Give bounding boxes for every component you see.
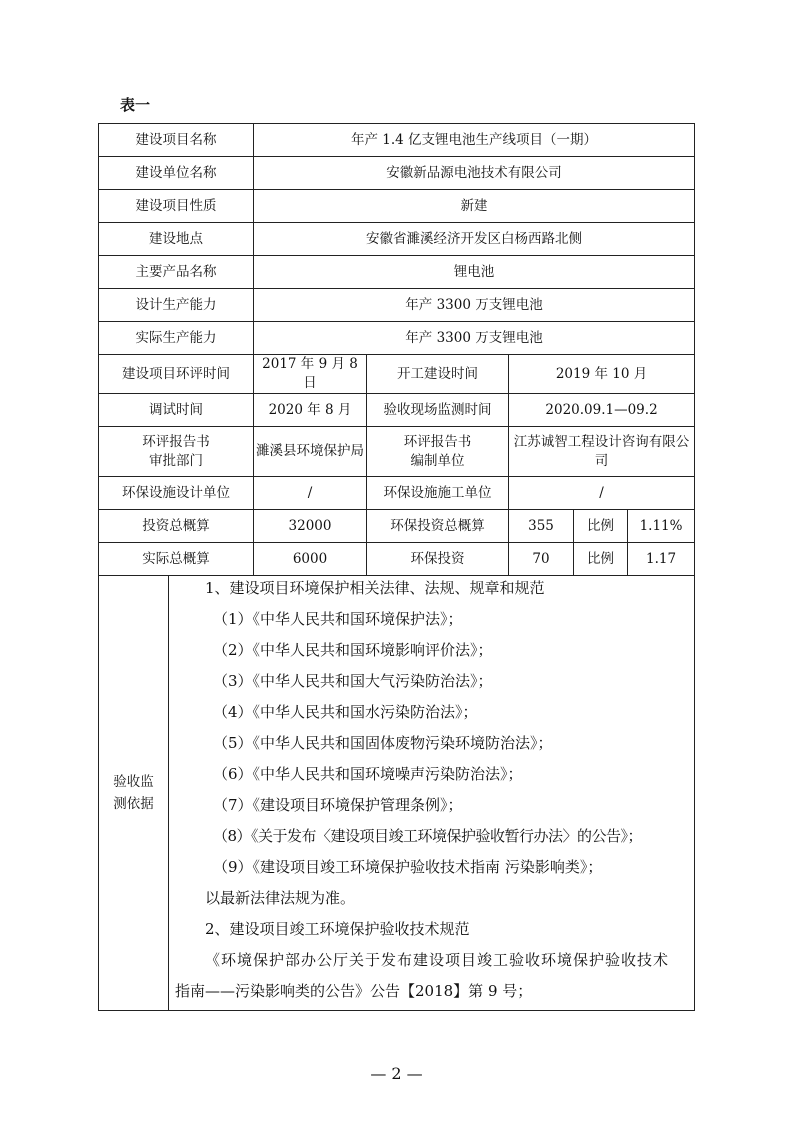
value-cell: 锂电池 (254, 256, 695, 289)
label-cell: 验收现场监测时间 (367, 394, 509, 427)
value-cell: 安徽省濉溪经济开发区白杨西路北侧 (254, 223, 695, 256)
value-cell: 江苏诚智工程设计咨询有限公司 (509, 427, 695, 477)
table-row (99, 394, 695, 427)
label-cell: 建设项目环评时间 (99, 355, 254, 394)
label-cell: 环保投资 (367, 543, 509, 576)
basis-line: （2）《中华人民共和国环境影响评价法》； (213, 641, 493, 659)
label-cell: 调试时间 (99, 394, 254, 427)
value-cell: 年产 1.4 亿支锂电池生产线项目（一期） (254, 124, 695, 157)
basis-label: 验收监测依据 (99, 576, 169, 1011)
value-cell: 2020.09.1—09.2 (509, 394, 695, 427)
value-cell: 2019 年 10 月 (509, 355, 695, 394)
basis-line: （5）《中华人民共和国固体废物污染环境防治法》； (213, 734, 553, 752)
value-cell: 6000 (254, 543, 367, 576)
value-cell: 32000 (254, 510, 367, 543)
label-cell: 比例 (574, 510, 628, 543)
basis-line: （1）《中华人民共和国环境保护法》； (213, 610, 463, 628)
basis-line: （4）《中华人民共和国水污染防治法》； (213, 703, 478, 721)
value-cell: / (509, 477, 695, 510)
basis-line: （8）《关于发布〈建设项目竣工环境保护验收暂行办法〉的公告》； (213, 827, 643, 845)
value-cell: 濉溪县环境保护局 (254, 427, 367, 477)
table-row (99, 477, 695, 510)
table-row (99, 355, 695, 394)
project-info-table (98, 123, 695, 1011)
basis-line: 《环境保护部办公厅关于发布建设项目竣工验收环境保护验收技术 (205, 951, 670, 969)
value-cell: 年产 3300 万支锂电池 (254, 322, 695, 355)
value-cell: 355 (509, 510, 574, 543)
table-row (99, 256, 695, 289)
label-cell: 环评报告书 编制单位 (367, 427, 509, 477)
value-cell: 1.17 (628, 543, 695, 576)
value-cell: 2020 年 8 月 (254, 394, 367, 427)
table-row (99, 427, 695, 477)
basis-content (169, 576, 695, 1011)
value-cell: 1.11% (628, 510, 695, 543)
label-cell: 环评报告书 审批部门 (99, 427, 254, 477)
label-cell: 建设单位名称 (99, 157, 254, 190)
label-cell: 实际总概算 (99, 543, 254, 576)
label-cell: 主要产品名称 (99, 256, 254, 289)
basis-line: 指南——污染影响类的公告》公告【2018】第 9 号； (175, 982, 533, 1000)
basis-line: 以最新法律法规为准。 (205, 889, 356, 907)
table-row (99, 576, 695, 1011)
value-cell: 70 (509, 543, 574, 576)
table-row (99, 543, 695, 576)
basis-line: （3）《中华人民共和国大气污染防治法》； (213, 672, 493, 690)
table-row (99, 124, 695, 157)
value-cell: 2017 年 9 月 8 日 (254, 355, 367, 394)
value-cell: 年产 3300 万支锂电池 (254, 289, 695, 322)
page-number: — 2 — (370, 1064, 423, 1083)
table-title: 表一 (120, 96, 151, 114)
basis-line: 1、建设项目环境保护相关法律、法规、规章和规范 (205, 579, 545, 597)
label-cell: 环保设施设计单位 (99, 477, 254, 510)
value-cell: 新建 (254, 190, 695, 223)
basis-line: 2、建设项目竣工环境保护验收技术规范 (205, 920, 470, 938)
label-cell: 设计生产能力 (99, 289, 254, 322)
table-row (99, 289, 695, 322)
table-row (99, 510, 695, 543)
table-row (99, 190, 695, 223)
basis-line: （9）《建设项目竣工环境保护验收技术指南 污染影响类》； (213, 858, 603, 876)
label-cell: 开工建设时间 (367, 355, 509, 394)
basis-line: （6）《中华人民共和国环境噪声污染防治法》； (213, 765, 523, 783)
basis-line: （7）《建设项目环境保护管理条例》； (213, 796, 463, 814)
label-cell: 环保设施施工单位 (367, 477, 509, 510)
table-row (99, 157, 695, 190)
label-cell: 投资总概算 (99, 510, 254, 543)
label-cell: 比例 (574, 543, 628, 576)
label-cell: 实际生产能力 (99, 322, 254, 355)
value-cell: 安徽新品源电池技术有限公司 (254, 157, 695, 190)
label-cell: 建设地点 (99, 223, 254, 256)
value-cell: / (254, 477, 367, 510)
table-row (99, 322, 695, 355)
label-cell: 环保投资总概算 (367, 510, 509, 543)
table-row (99, 223, 695, 256)
label-cell: 建设项目名称 (99, 124, 254, 157)
label-cell: 建设项目性质 (99, 190, 254, 223)
